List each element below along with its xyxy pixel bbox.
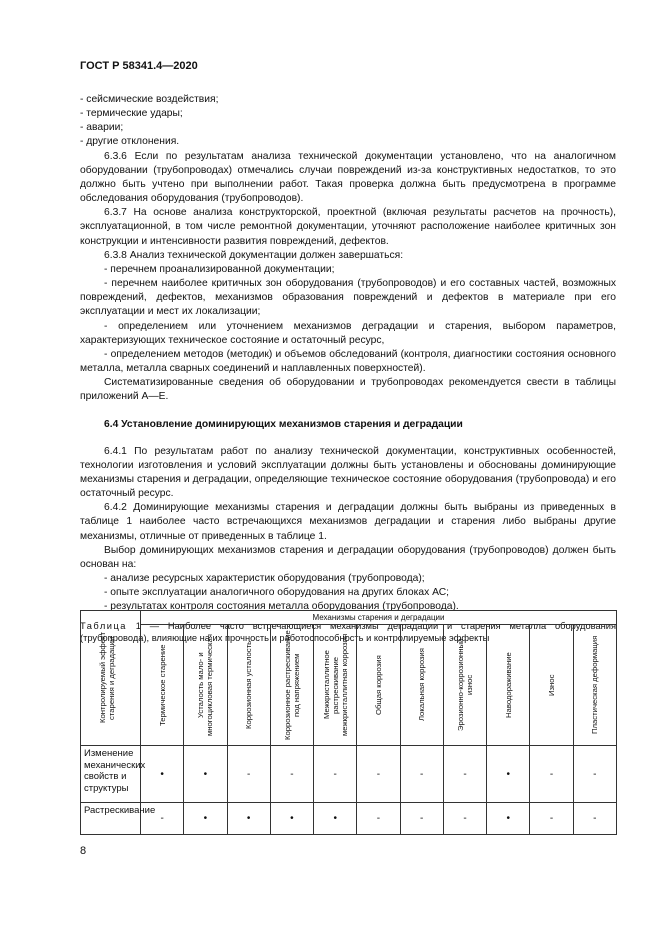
paragraph: 6.4.2 Доминирующие механизмы старения и деградации должны быть выбраны из приведенных в таблице 1 наиболее часто встречающихся механизмов деградации и старения либо выбраны другие механизмы, отличные от приведенных в таблице 1. xyxy=(80,502,616,542)
mark-cell: - xyxy=(573,746,616,803)
mark-cell: • xyxy=(314,803,357,835)
mark-cell: - xyxy=(530,746,573,803)
mark-cell: - xyxy=(400,803,443,835)
group-header: Механизмы старения и деградации xyxy=(141,611,617,625)
mark-cell: • xyxy=(487,746,530,803)
mark-cell: - xyxy=(357,803,400,835)
table-caption-text: 1 — Наиболее часто встречающиеся механизмы деградации и старения металла оборудования (трубопровода), влияющие на их прочность и работоспособность и контролируемые эффекты xyxy=(80,621,616,644)
column-header: Коррозионная усталость xyxy=(244,640,254,730)
column-header: Износ xyxy=(547,674,557,696)
column-header: Усталость мало- и многоцикловая термическая xyxy=(196,634,215,736)
paragraph: 6.3.6 Если по результатам анализа технической документации установлено, что на аналогичном оборудовании (трубопроводах) отмечались случаи повреждений из-за конструктивных недостатков, то это должно быть учтено при выполнении работ. Такая проверка должна быть предусмотрена в программе обследования оборудования (трубопроводов). xyxy=(80,150,616,205)
paragraph: 6.4.1 По результатам работ по анализу технической документации, конструктивных особенностей, технологии изготовления и условий эксплуатации должны быть установлены и обоснованы доминирующие механизмы старения и деградации, определяющие техническое состояние оборудования (трубопровода) и его остаточный ресурс. xyxy=(80,445,616,500)
mark-cell: - xyxy=(357,746,400,803)
column-header: Локальная коррозия xyxy=(417,648,427,722)
column-header-cell xyxy=(443,625,486,746)
page-number: 8 xyxy=(80,845,87,857)
document-body xyxy=(80,93,616,644)
paragraph: - перечнем наиболее критичных зон оборудования (трубопроводов) и его составных частей, возможных повреждений, дефектов, механизмов образования повреждений и дефектов в материале при его эксплуатации и мест их локализации; xyxy=(80,278,616,318)
section-heading: 6.4 Установление доминирующих механизмов старения и деградации xyxy=(104,419,463,431)
column-header-cell xyxy=(141,625,184,746)
column-header-cell xyxy=(227,625,270,746)
column-header-cell xyxy=(400,625,443,746)
paragraph: - анализе ресурсных характеристик оборудования (трубопровода); xyxy=(104,573,425,584)
mark-cell: - xyxy=(530,803,573,835)
paragraph: - результатах контроля состояния металла оборудования (трубопровода). xyxy=(104,601,459,613)
column-header-cell xyxy=(573,625,616,746)
column-header-cell xyxy=(270,625,313,746)
mark-cell: • xyxy=(184,746,227,803)
column-header-cell xyxy=(314,625,357,746)
corner-header-cell xyxy=(81,611,141,746)
mark-cell: - xyxy=(270,746,313,803)
mark-cell: • xyxy=(141,746,184,803)
row-label: Изменение механических свойств и структуры xyxy=(81,746,141,803)
table-row xyxy=(81,803,617,835)
table-row xyxy=(81,746,617,803)
paragraph: - аварии; xyxy=(80,122,124,134)
paragraph: 6.3.8 Анализ технической документации должен завершаться: xyxy=(104,249,404,261)
mark-cell: - xyxy=(443,746,486,803)
column-header-cell xyxy=(530,625,573,746)
paragraph: Выбор доминирующих механизмов старения и деградации оборудования (трубопроводов) должен быть основан на: xyxy=(80,544,616,570)
column-header: Эрозионно-коррозионный износ xyxy=(455,638,474,732)
mark-cell: - xyxy=(227,746,270,803)
mark-cell: • xyxy=(184,803,227,835)
mark-cell: - xyxy=(141,803,184,835)
paragraph: - опыте эксплуатации аналогичного оборудования на других блоках АС; xyxy=(104,587,450,599)
paragraph: 6.3.7 На основе анализа конструкторской, проектной (включая результаты расчетов на прочность), эксплуатационной, в том числе ремонтной документации, уточняют расположение наиболее критичных зон конструкции и интенсивности развития повреждений, дефектов. xyxy=(80,207,616,247)
mark-cell: • xyxy=(227,803,270,835)
column-header-cell xyxy=(184,625,227,746)
column-header: Наводораживание xyxy=(503,652,513,718)
column-header: Межкристаллитное растрескивание межкристаллитная коррозия xyxy=(321,633,349,737)
column-header: Термическое старение xyxy=(157,644,167,726)
paragraph: - сейсмические воздействия; xyxy=(80,94,219,105)
paragraph: - определением методов (методик) и объемов обследований (контроля, диагностики состояния основного металла, металла сварных соединений и наплавленных поверхностей). xyxy=(80,348,616,374)
mark-cell: • xyxy=(487,803,530,835)
mark-cell: • xyxy=(270,803,313,835)
mark-cell: - xyxy=(400,746,443,803)
column-headers xyxy=(81,625,617,746)
column-header-cell xyxy=(357,625,400,746)
mechanisms-table xyxy=(80,610,617,835)
paragraph: - определением или уточнением механизмов деградации и старения, выбором параметров, характеризующих техническое состояние и остаточный ресурс, xyxy=(80,320,616,346)
mark-cell: - xyxy=(573,803,616,835)
paragraph: Систематизированные сведения об оборудовании и трубопроводах рекомендуется свести в таблицы приложений А—Е. xyxy=(80,377,616,403)
document-header: ГОСТ Р 58341.4—2020 xyxy=(80,60,198,72)
corner-header: Контролируемый эффект старения и деградации xyxy=(97,632,116,724)
paragraph: - термические удары; xyxy=(80,108,183,120)
column-header: Общая коррозия xyxy=(373,655,383,715)
row-label: Растрескивание xyxy=(81,803,141,835)
table-body xyxy=(81,746,617,835)
table-caption-label: Таблица xyxy=(80,621,127,632)
paragraphs xyxy=(80,93,616,614)
mark-cell: - xyxy=(443,803,486,835)
column-header: Пластическая деформация xyxy=(590,635,600,735)
mark-cell: - xyxy=(314,746,357,803)
column-header-cell xyxy=(487,625,530,746)
column-header: Коррозионное растрескивание под напряжением xyxy=(282,630,301,740)
paragraph: - перечнем проанализированной документации; xyxy=(104,263,335,275)
paragraph: - другие отклонения. xyxy=(80,136,180,148)
